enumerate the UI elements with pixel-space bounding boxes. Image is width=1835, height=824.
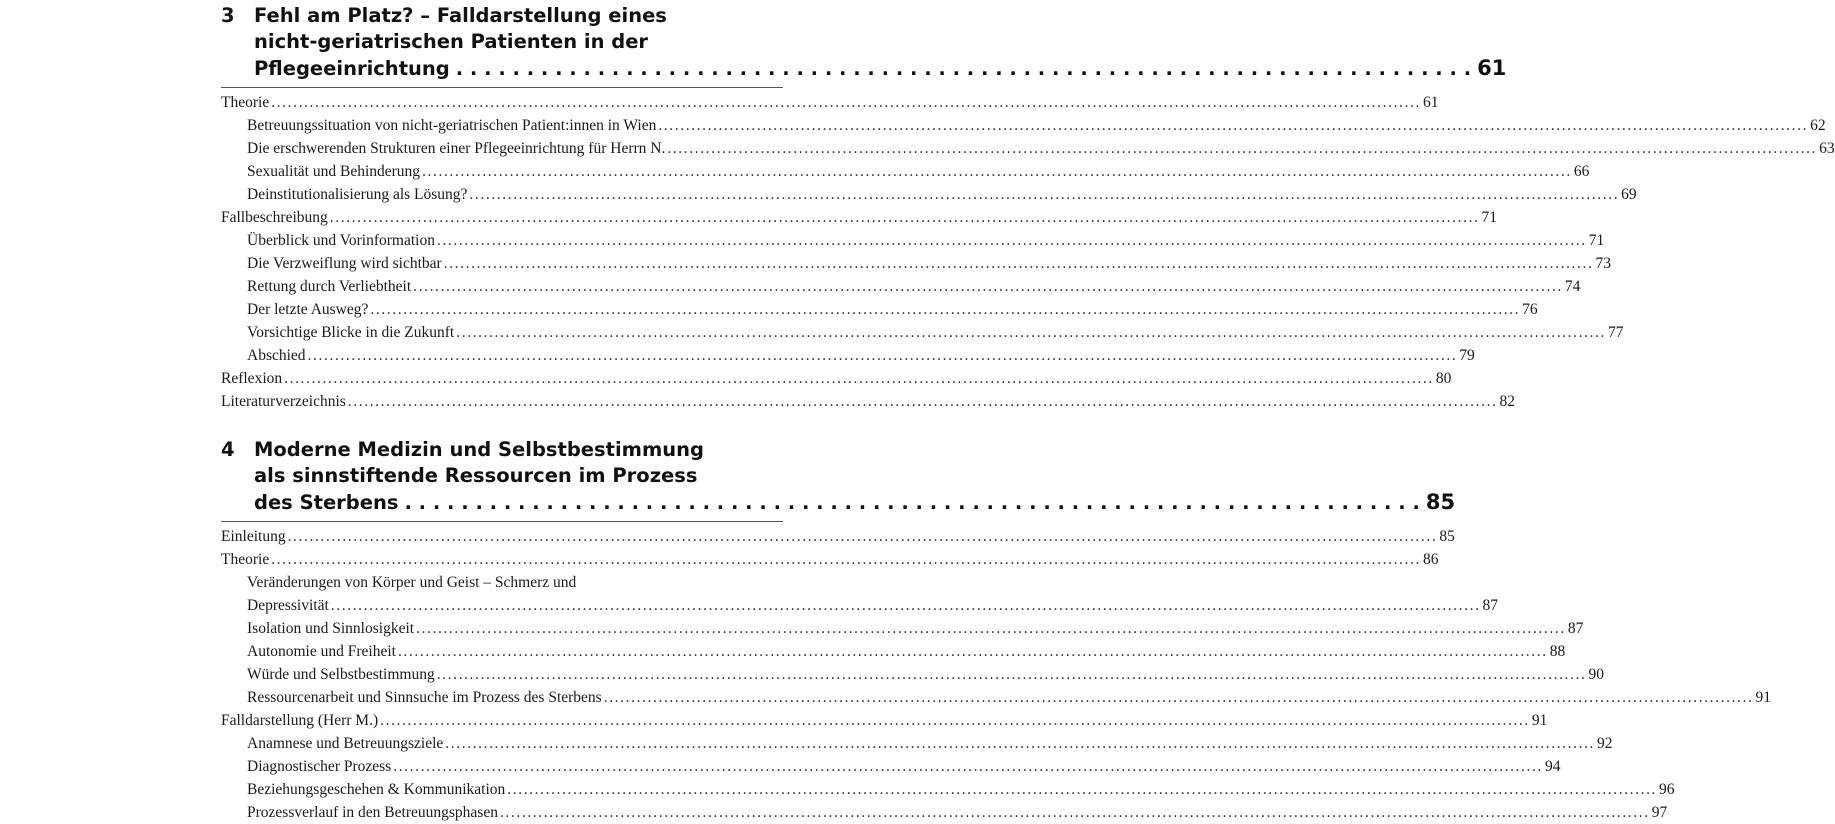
dot-leader (507, 778, 1657, 801)
chapter-number: 4 (221, 438, 235, 461)
chapter-3-heading (221, 3, 1507, 82)
entry-page: 77 (1607, 324, 1624, 341)
entry-page: 87 (1482, 597, 1499, 614)
dot-leader (370, 298, 1520, 321)
entry-page: 71 (1481, 209, 1498, 226)
toc-entry[interactable] (221, 778, 1675, 801)
entry-label: Autonomie und Freiheit (247, 643, 396, 660)
entry-label: Abschied (247, 347, 306, 364)
dot-leader (437, 229, 1587, 252)
entry-page: 97 (1651, 804, 1668, 821)
toc-entry[interactable] (221, 91, 1439, 114)
entry-label: Der letzte Ausweg? (247, 301, 369, 318)
chapter-title-text: Pflegeeinrichtung (254, 57, 450, 80)
divider (221, 87, 783, 88)
entry-label: Theorie (221, 551, 270, 568)
chapter-title-line (221, 489, 1456, 516)
dot-leader (308, 344, 1458, 367)
entry-page: 66 (1573, 163, 1590, 180)
entry-page: 85 (1439, 528, 1455, 545)
entry-label: Betreuungssituation von nicht-geriatrischen Patient:innen in Wien (247, 117, 657, 134)
toc-entry[interactable] (221, 594, 1499, 617)
entry-page: 87 (1567, 620, 1584, 637)
entry-page: 82 (1499, 393, 1516, 410)
entry-label: Deinstitutionalisierung als Lösung? (247, 186, 468, 203)
toc-entry[interactable] (221, 275, 1581, 298)
entry-label: Veränderungen von Körper und Geist – Schmerz und (247, 574, 577, 591)
chapter-title-line: Fehl am Platz? – Falldarstellung eines (254, 4, 667, 27)
dot-leader (271, 91, 1421, 114)
entry-label: Literaturverzeichnis (221, 393, 346, 410)
dot-leader (404, 490, 1419, 516)
toc-entry[interactable] (221, 137, 1835, 160)
toc-entry[interactable] (221, 755, 1561, 778)
entry-page: 92 (1597, 735, 1613, 752)
toc-entry[interactable] (221, 732, 1613, 755)
dot-leader (271, 548, 1421, 571)
toc-entry[interactable] (221, 709, 1548, 732)
dot-leader (380, 709, 1530, 732)
chapter-title-line: als sinnstiftende Ressourcen im Prozess (254, 464, 698, 487)
entry-label: Anamnese und Betreuungsziele (247, 735, 444, 752)
entry-label: Ressourcenarbeit und Sinnsuche im Prozess des Sterbens (247, 689, 602, 706)
entry-label: Fallbeschreibung (221, 209, 328, 226)
entry-page: 80 (1435, 370, 1452, 387)
entry-label: Diagnostischer Prozess (247, 758, 392, 775)
entry-page: 96 (1659, 781, 1675, 798)
entry-label: Sexualität und Behinderung (247, 163, 421, 180)
dot-leader (667, 137, 1817, 160)
entry-label: Überblick und Vorinformation (247, 232, 435, 249)
dot-leader (469, 183, 1619, 206)
entry-page: 79 (1459, 347, 1475, 364)
entry-page: 88 (1549, 643, 1566, 660)
toc-entry[interactable] (221, 321, 1624, 344)
entry-label: Einleitung (221, 528, 286, 545)
dot-leader (456, 56, 1471, 82)
chapter-page-number: 85 (1425, 490, 1456, 514)
dot-leader (348, 390, 1498, 413)
entry-page: 73 (1595, 255, 1611, 272)
toc-entry[interactable] (221, 367, 1452, 390)
toc-entry[interactable] (221, 548, 1439, 571)
dot-leader (658, 114, 1808, 137)
entry-page: 91 (1531, 712, 1548, 729)
chapter-number: 3 (221, 4, 235, 27)
chapter-title-line: nicht-geriatrischen Patienten in der (254, 30, 649, 53)
entry-label: Vorsichtige Blicke in die Zukunft (247, 324, 455, 341)
entry-page: 76 (1522, 301, 1538, 318)
dot-leader (437, 663, 1587, 686)
dot-leader (500, 801, 1650, 824)
dot-leader (398, 640, 1548, 663)
toc-entry[interactable] (221, 617, 1584, 640)
chapter-title-line: Moderne Medizin und Selbstbestimmung (254, 438, 704, 461)
entry-page: 61 (1422, 94, 1439, 111)
chapter-title-text: des Sterbens (254, 491, 399, 514)
toc-entry[interactable] (221, 663, 1604, 686)
entry-page: 69 (1621, 186, 1637, 203)
entry-label: Rettung durch Verliebtheit (247, 278, 412, 295)
entry-label: Würde und Selbstbestimmung (247, 666, 435, 683)
entry-page: 94 (1544, 758, 1561, 775)
toc-entry[interactable] (221, 344, 1475, 367)
toc-entry[interactable] (221, 206, 1498, 229)
dot-leader (604, 686, 1754, 709)
entry-page: 71 (1588, 232, 1605, 249)
entry-label: Beziehungsgeschehen & Kommunikation (247, 781, 506, 798)
divider (221, 521, 783, 522)
dot-leader (416, 617, 1566, 640)
dot-leader (330, 206, 1480, 229)
dot-leader (444, 252, 1594, 275)
entry-page: 63 (1819, 140, 1835, 157)
toc-entry[interactable] (221, 571, 783, 594)
dot-leader (445, 732, 1595, 755)
entry-page: 90 (1588, 666, 1604, 683)
toc-entry[interactable] (221, 183, 1637, 206)
entry-label: Depressivität (247, 597, 329, 614)
dot-leader (288, 525, 1438, 548)
toc-entry[interactable] (221, 640, 1566, 663)
dot-leader (393, 755, 1543, 778)
entry-page: 74 (1564, 278, 1581, 295)
chapter-4-heading (221, 437, 1456, 516)
toc-entry[interactable] (221, 525, 1455, 548)
toc-entry[interactable] (221, 252, 1611, 275)
dot-leader (456, 321, 1606, 344)
toc-entry[interactable] (221, 114, 1826, 137)
table-of-contents (221, 0, 1835, 824)
entry-label: Falldarstellung (Herr M.) (221, 712, 379, 729)
dot-leader (331, 594, 1481, 617)
entry-label: Theorie (221, 94, 270, 111)
chapter-page-number: 61 (1477, 56, 1507, 80)
entry-page: 62 (1810, 117, 1826, 134)
toc-entry[interactable] (221, 160, 1590, 183)
entry-label: Die Verzweiflung wird sichtbar (247, 255, 442, 272)
entry-page: 91 (1755, 689, 1771, 706)
entry-label: Reflexion (221, 370, 283, 387)
entry-label: Prozessverlauf in den Betreuungsphasen (247, 804, 498, 821)
dot-leader (422, 160, 1572, 183)
chapter-title-line (221, 55, 1507, 82)
toc-entry[interactable] (221, 801, 1668, 824)
toc-entry[interactable] (221, 686, 1771, 709)
toc-entry[interactable] (221, 298, 1538, 321)
toc-entry[interactable] (221, 229, 1605, 252)
dot-leader (413, 275, 1563, 298)
entry-label: Isolation und Sinnlosigkeit (247, 620, 415, 637)
dot-leader (284, 367, 1434, 390)
toc-entry[interactable] (221, 390, 1516, 413)
entry-label: Die erschwerenden Strukturen einer Pflegeeinrichtung für Herrn N. (247, 140, 666, 157)
entry-page: 86 (1422, 551, 1439, 568)
